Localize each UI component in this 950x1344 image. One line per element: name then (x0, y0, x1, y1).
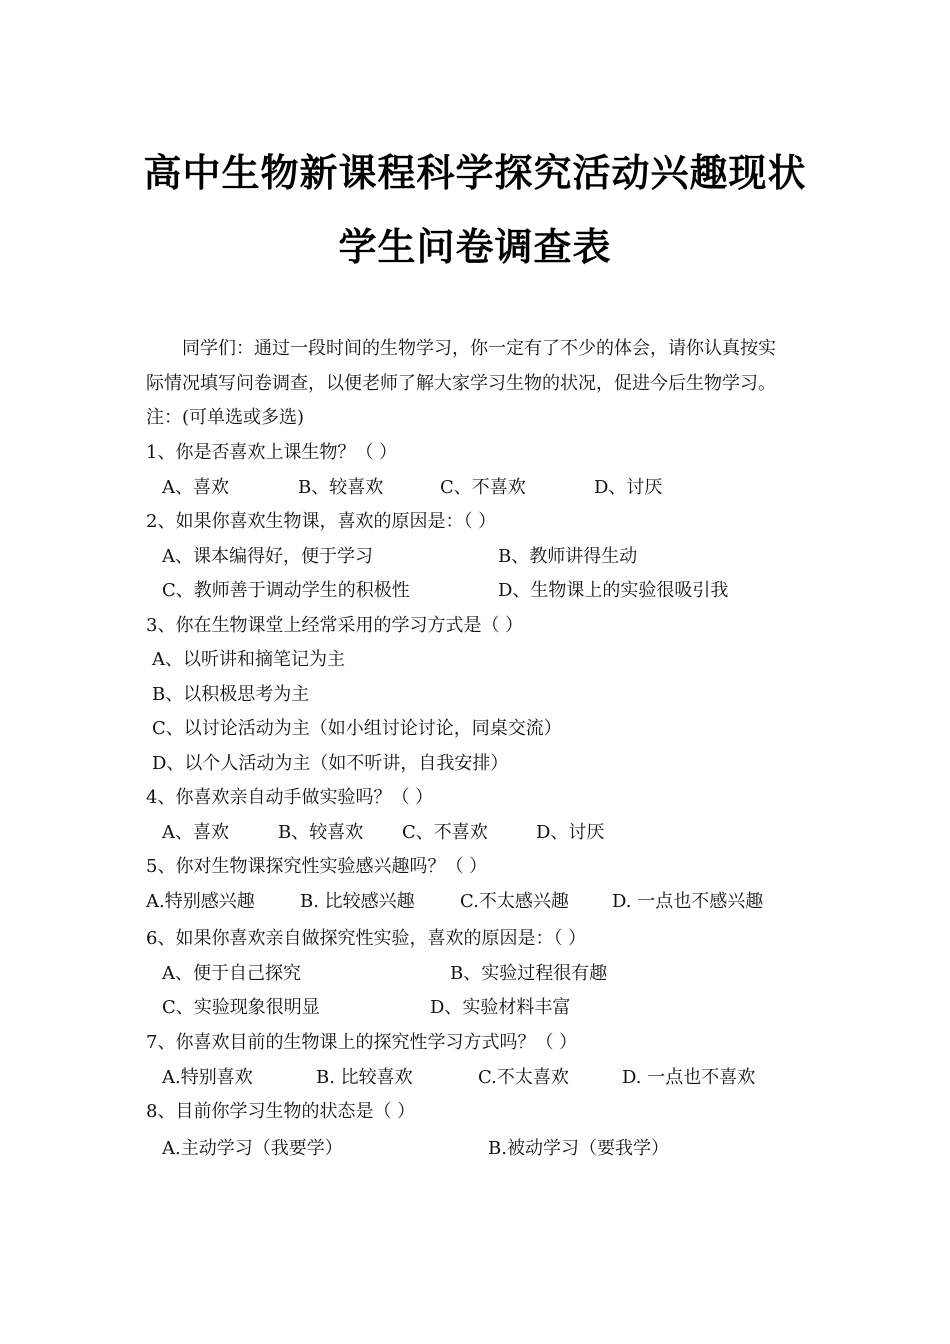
question-5-option-b[interactable]: B. 比较感兴趣 (300, 891, 415, 912)
question-3-option-b[interactable]: B、以积极思考为主 (152, 684, 310, 705)
question-6-option-a[interactable]: A、便于自己探究 (162, 963, 301, 984)
document-title-line-2: 学生问卷调查表 (338, 225, 612, 269)
question-4-option-c[interactable]: C、不喜欢 (402, 822, 488, 843)
intro-line-2: 际情况填写问卷调查，以便老师了解大家学习生物的状况，促进今后生物学习。 (146, 373, 776, 394)
question-4-option-d[interactable]: D、讨厌 (536, 822, 605, 843)
question-6-option-c[interactable]: C、实验现象很明显 (162, 997, 320, 1018)
question-3: 3、你在生物课堂上经常采用的学习方式是（ ） (146, 615, 524, 636)
question-1-option-d[interactable]: D、讨厌 (594, 477, 663, 498)
question-8-option-b[interactable]: B.被动学习（要我学） (488, 1138, 669, 1159)
question-6-option-b[interactable]: B、实验过程很有趣 (450, 963, 608, 984)
intro-note: 注：(可单选或多选) (146, 407, 305, 428)
question-4: 4、你喜欢亲自动手做实验吗？（ ） (146, 787, 434, 808)
question-7-option-c[interactable]: C.不太喜欢 (478, 1067, 569, 1088)
question-2-option-a[interactable]: A、课本编得好，便于学习 (162, 546, 373, 567)
question-1-option-b[interactable]: B、较喜欢 (298, 477, 384, 498)
question-1: 1、你是否喜欢上课生物？（ ） (146, 442, 398, 463)
question-2-option-b[interactable]: B、教师讲得生动 (498, 546, 638, 567)
question-5-option-c[interactable]: C.不太感兴趣 (460, 891, 569, 912)
question-6: 6、如果你喜欢亲自做探究性实验，喜欢的原因是：（ ） (146, 928, 587, 949)
question-5: 5、你对生物课探究性实验感兴趣吗？（ ） (146, 856, 488, 877)
intro-line-1: 同学们：通过一段时间的生物学习，你一定有了不少的体会，请你认真按实 (182, 338, 776, 359)
question-3-option-a[interactable]: A、以听讲和摘笔记为主 (152, 649, 345, 670)
question-2-option-d[interactable]: D、生物课上的实验很吸引我 (498, 580, 729, 601)
question-6-option-d[interactable]: D、实验材料丰富 (430, 997, 571, 1018)
question-7-option-d[interactable]: D. 一点也不喜欢 (622, 1067, 756, 1088)
question-2: 2、如果你喜欢生物课，喜欢的原因是：（ ） (146, 511, 497, 532)
question-1-option-c[interactable]: C、不喜欢 (440, 477, 526, 498)
question-4-option-b[interactable]: B、较喜欢 (278, 822, 364, 843)
question-5-option-a[interactable]: A.特别感兴趣 (146, 891, 255, 912)
question-7-option-b[interactable]: B. 比较喜欢 (316, 1067, 413, 1088)
question-2-option-c[interactable]: C、教师善于调动学生的积极性 (162, 580, 410, 601)
question-1-option-a[interactable]: A、喜欢 (162, 477, 229, 498)
question-7-option-a[interactable]: A.特别喜欢 (162, 1067, 253, 1088)
question-8: 8、目前你学习生物的状态是（ ） (146, 1101, 416, 1122)
question-7: 7、你喜欢目前的生物课上的探究性学习方式吗？（ ） (146, 1032, 578, 1053)
question-8-option-a[interactable]: A.主动学习（我要学） (162, 1138, 343, 1159)
question-3-option-c[interactable]: C、以讨论活动为主（如小组讨论讨论，同桌交流） (152, 718, 562, 739)
document-title-line-1: 高中生物新课程科学探究活动兴趣现状 (143, 151, 807, 195)
question-5-option-d[interactable]: D. 一点也不感兴趣 (612, 891, 764, 912)
question-4-option-a[interactable]: A、喜欢 (162, 822, 229, 843)
question-3-option-d[interactable]: D、以个人活动为主（如不听讲，自我安排） (152, 753, 509, 774)
